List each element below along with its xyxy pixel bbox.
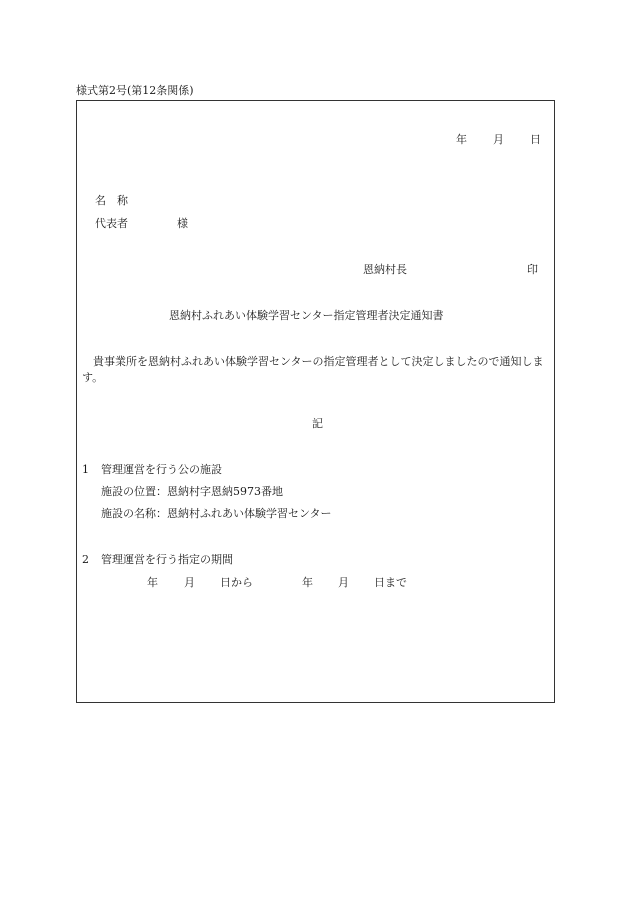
- form-number-label: 様式第2号(第12条関係): [76, 84, 194, 97]
- form-frame: [76, 100, 555, 703]
- seal-mark-label: 印: [527, 263, 538, 276]
- section1-heading: 管理運営を行う公の施設: [101, 463, 222, 476]
- facility-name: 施設の名称：恩納村ふれあい体験学習センター: [101, 507, 332, 520]
- addressee-honorific: 様: [177, 217, 188, 230]
- period-from-day: 日から: [220, 576, 253, 589]
- ki-heading: 記: [312, 417, 323, 430]
- period-to-month: 月: [338, 576, 349, 589]
- section1-number: 1: [82, 463, 89, 476]
- date-year-label: 年: [456, 133, 467, 146]
- period-from-month: 月: [184, 576, 195, 589]
- date-month-label: 月: [493, 133, 504, 146]
- facility-location: 施設の位置：恩納村字恩納5973番地: [101, 485, 283, 498]
- section2-heading: 管理運営を行う指定の期間: [101, 553, 233, 566]
- period-to-day: 日まで: [374, 576, 407, 589]
- document-title: 恩納村ふれあい体験学習センター指定管理者決定通知書: [169, 309, 444, 322]
- period-from-year: 年: [147, 576, 158, 589]
- date-day-label: 日: [530, 133, 541, 146]
- section2-number: 2: [82, 553, 89, 566]
- addressee-representative-label: 代表者: [95, 217, 128, 230]
- body-paragraph: 貴事業所を恩納村ふれあい体験学習センターの指定管理者として決定しましたので通知します。: [82, 355, 544, 384]
- issuer-title: 恩納村長: [363, 263, 407, 276]
- period-to-year: 年: [302, 576, 313, 589]
- addressee-name-label: 名 称: [95, 194, 128, 207]
